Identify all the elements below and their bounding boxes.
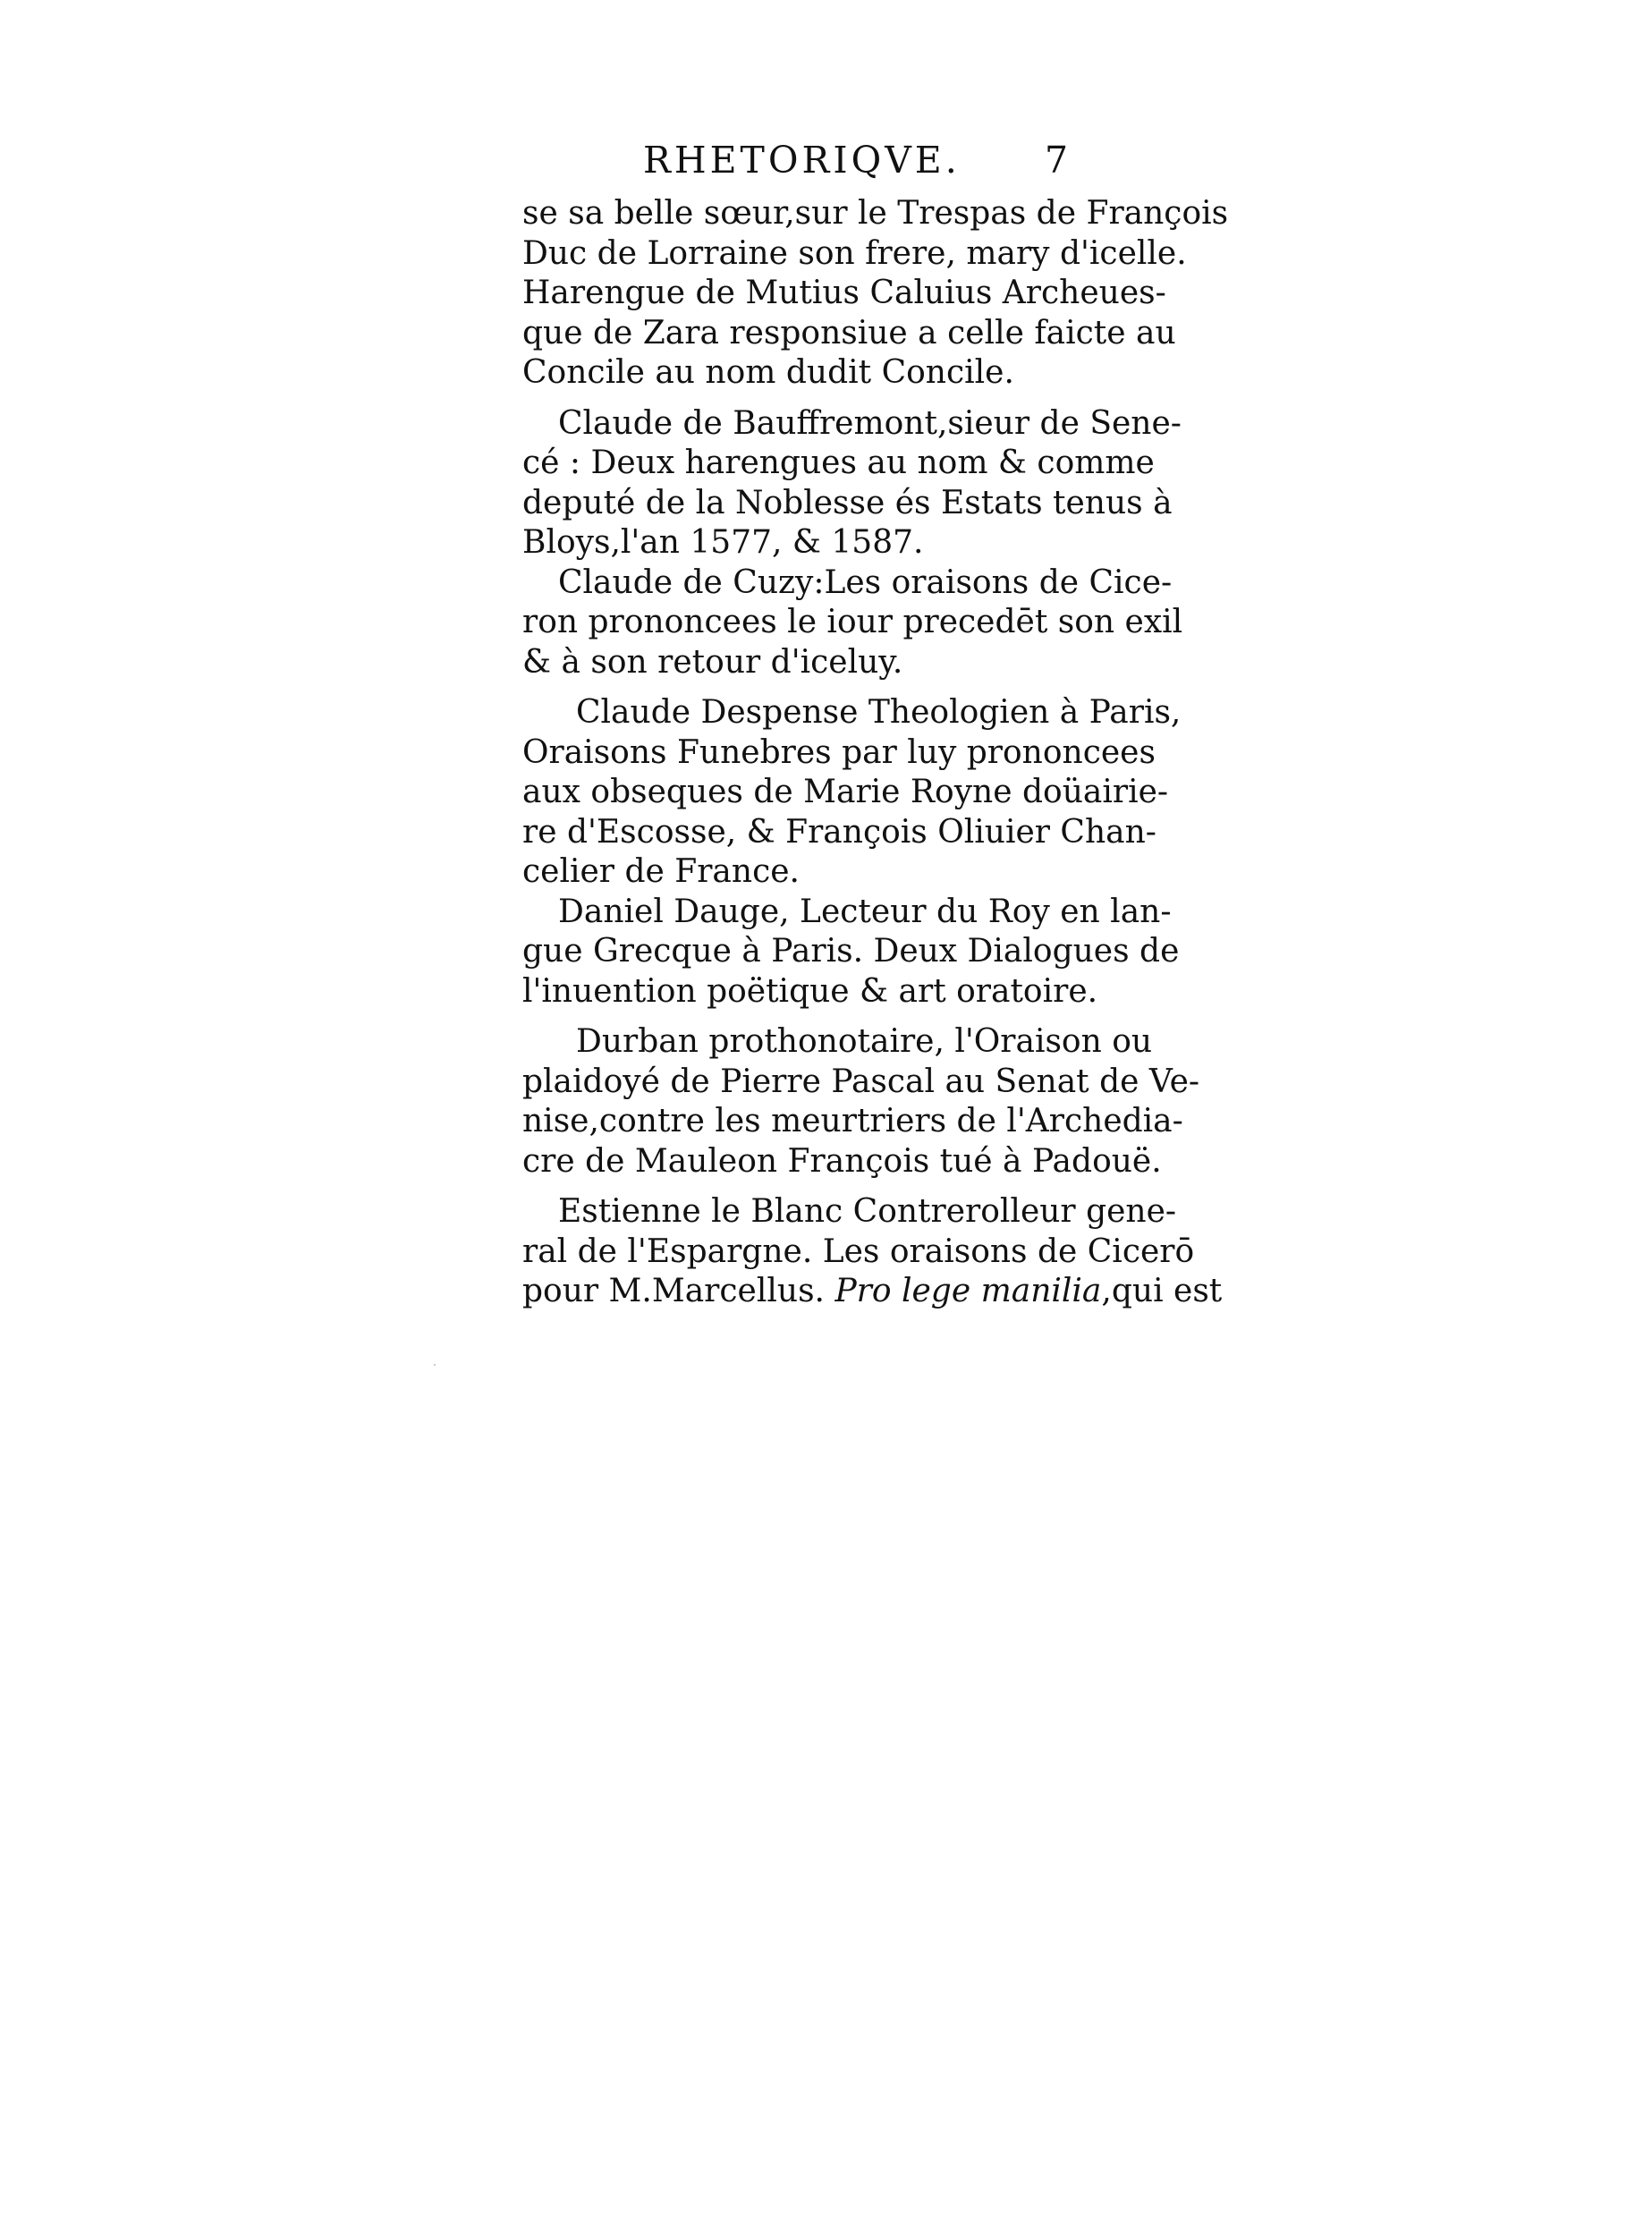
- running-head: [522, 139, 1077, 194]
- text-line: ron prononcees le iour precedēt son exil: [522, 604, 1183, 640]
- text-line: Oraisons Funebres par luy prononcees: [522, 733, 1156, 771]
- text-line-mixed: [522, 1272, 1223, 1312]
- text-line: ral de l'Espargne. Les oraisons de Cicerō: [522, 1232, 1195, 1270]
- text-line: Durban prothonotaire, l'Oraison ou: [576, 1023, 1153, 1060]
- text-line: Claude de Cuzy:Les oraisons de Cice-: [558, 563, 1173, 601]
- text-line: nise,contre les meurtriers de l'Archedia-: [522, 1103, 1183, 1139]
- text-line: cre de Mauleon François tué à Padouë.: [522, 1142, 1162, 1180]
- text-line: re d'Escosse, & François Oliuier Chan-: [522, 813, 1156, 851]
- paragraph-dauge: [522, 893, 1180, 1012]
- text-line: Daniel Dauge, Lecteur du Roy en lan-: [558, 893, 1172, 930]
- text-line: Bloys,l'an 1577, & 1587.: [522, 524, 924, 561]
- paragraph-cuzy: [522, 563, 1183, 683]
- text-line: & à son retour d'iceluy.: [522, 643, 903, 681]
- text-segment: ,qui est: [1101, 1273, 1223, 1309]
- paper-speck: [434, 1364, 436, 1366]
- text-line: que de Zara responsiue a celle faicte au: [522, 314, 1176, 351]
- text-line: plaidoyé de Pierre Pascal au Senat de Ve-: [522, 1063, 1200, 1100]
- text-line: aux obseques de Marie Royne doüairie-: [522, 774, 1169, 810]
- text-line: se sa belle sœur,sur le Trespas de François: [522, 195, 1229, 232]
- paragraph-gap: [522, 1182, 1077, 1192]
- text-line: Duc de Lorraine son frere, mary d'icelle.: [522, 234, 1187, 272]
- page-number: 7: [1045, 139, 1072, 182]
- text-line: Claude de Bauffremont,sieur de Sene-: [558, 404, 1182, 442]
- paragraph-durban: [522, 1022, 1200, 1182]
- italic-title: Pro lege manilia: [834, 1273, 1102, 1309]
- text-line: l'inuention poëtique & art oratoire.: [522, 972, 1098, 1010]
- text-line: deputé de la Noblesse és Estats tenus à: [522, 484, 1173, 521]
- text-block: [522, 139, 1229, 1312]
- text-line: gue Grecque à Paris. Deux Dialogues de: [522, 933, 1180, 970]
- text-line: Harengue de Mutius Caluius Archeues-: [522, 275, 1166, 311]
- text-segment: pour M.Marcellus.: [522, 1273, 835, 1309]
- paragraph-gap: [522, 682, 1077, 693]
- text-line: Concile au nom dudit Concile.: [522, 354, 1014, 391]
- text-line: Claude Despense Theologien à Paris,: [576, 694, 1182, 731]
- paragraph-le-blanc: [522, 1192, 1223, 1312]
- running-title: RHETORIQVE.: [643, 139, 961, 182]
- paragraph-bauffremont: [522, 404, 1182, 563]
- text-line: celier de France.: [522, 853, 800, 890]
- text-line: cé : Deux harengues au nom & comme: [522, 445, 1155, 481]
- paragraph-despense: [522, 693, 1182, 893]
- paragraph-gap: [522, 394, 1077, 404]
- text-line: Estienne le Blanc Contrerolleur gene-: [558, 1193, 1177, 1230]
- paragraph-gap: [522, 1012, 1077, 1022]
- paragraph-continuation: [522, 194, 1229, 394]
